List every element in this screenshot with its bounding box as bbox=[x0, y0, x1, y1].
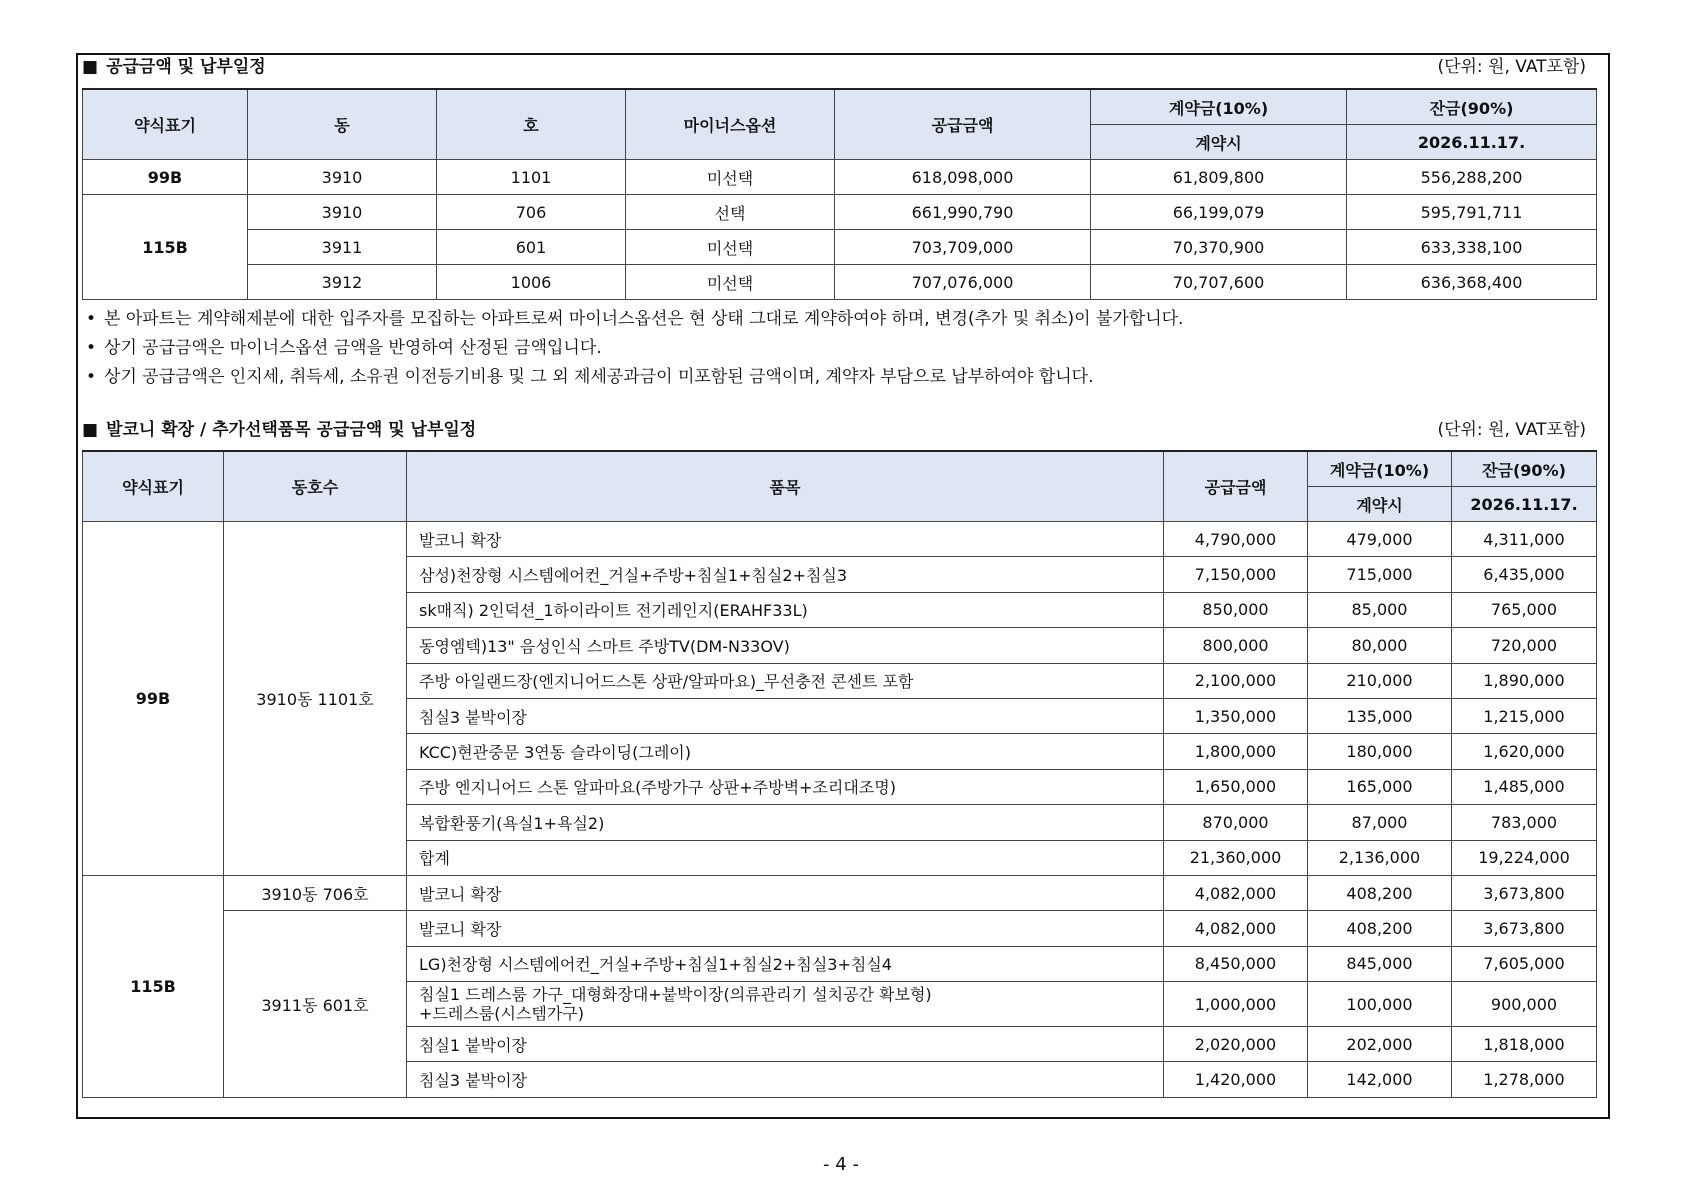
cell-supply: 4,082,000 bbox=[1164, 911, 1308, 946]
cell-balance: 595,791,711 bbox=[1347, 195, 1597, 230]
cell-item: 침실1 붙박이장 bbox=[407, 1027, 1164, 1062]
cell-item: LG)천장형 시스템에어컨_거실+주방+침실1+침실2+침실3+침실4 bbox=[407, 946, 1164, 981]
header-balance-date: 2026.11.17. bbox=[1452, 487, 1597, 522]
cell-deposit: 61,809,800 bbox=[1091, 160, 1347, 195]
table-row bbox=[83, 522, 1597, 557]
cell-dong: 3911 bbox=[248, 230, 437, 265]
section2-title bbox=[82, 415, 476, 440]
table-row bbox=[83, 195, 1597, 230]
cell-balance: 900,000 bbox=[1452, 982, 1597, 1027]
cell-deposit: 408,200 bbox=[1308, 911, 1452, 946]
cell-supply: 618,098,000 bbox=[835, 160, 1091, 195]
cell-supply: 1,650,000 bbox=[1164, 769, 1308, 804]
table-row bbox=[83, 160, 1597, 195]
header-deposit: 계약금(10%) bbox=[1091, 89, 1347, 125]
cell-balance: 783,000 bbox=[1452, 805, 1597, 840]
cell-abbr: 115B bbox=[83, 875, 224, 1097]
table-header-row bbox=[83, 451, 1597, 487]
cell-balance: 556,288,200 bbox=[1347, 160, 1597, 195]
header-unit-no: 동호수 bbox=[224, 451, 407, 522]
header-deposit-when: 계약시 bbox=[1308, 487, 1452, 522]
cell-supply: 800,000 bbox=[1164, 628, 1308, 663]
cell-unit-no: 3910동 706호 bbox=[224, 875, 407, 910]
cell-minus-option: 미선택 bbox=[626, 230, 835, 265]
cell-deposit: 135,000 bbox=[1308, 698, 1452, 733]
cell-deposit: 100,000 bbox=[1308, 982, 1452, 1027]
cell-balance: 3,673,800 bbox=[1452, 875, 1597, 910]
note-text: 상기 공급금액은 마이너스옵션 금액을 반영하여 산정된 금액입니다. bbox=[104, 338, 602, 358]
cell-deposit: 715,000 bbox=[1308, 557, 1452, 592]
cell-balance: 1,278,000 bbox=[1452, 1062, 1597, 1097]
table-header-row bbox=[83, 89, 1597, 125]
header-item: 품목 bbox=[407, 451, 1164, 522]
cell-item: 발코니 확장 bbox=[407, 522, 1164, 557]
cell-deposit: 165,000 bbox=[1308, 769, 1452, 804]
cell-balance: 3,673,800 bbox=[1452, 911, 1597, 946]
cell-supply: 4,082,000 bbox=[1164, 875, 1308, 910]
cell-dong: 3910 bbox=[248, 195, 437, 230]
cell-unit-no: 3911동 601호 bbox=[224, 911, 407, 1098]
cell-unit-no: 3910동 1101호 bbox=[224, 522, 407, 876]
note-item bbox=[86, 334, 1183, 363]
cell-item: 주방 아일랜드장(엔지니어드스톤 상판/알파마요)_무선충전 콘센트 포함 bbox=[407, 663, 1164, 698]
cell-item: 주방 엔지니어드 스톤 알파마요(주방가구 상판+주방벽+조리대조명) bbox=[407, 769, 1164, 804]
cell-item: 침실3 붙박이장 bbox=[407, 698, 1164, 733]
note-text: 본 아파트는 계약해제분에 대한 입주자를 모집하는 아파트로써 마이너스옵션은 현 상태 그대로 계약하여야 하며, 변경(추가 및 취소)이 불가합니다. bbox=[104, 309, 1184, 329]
cell-item: 삼성)천장형 시스템에어컨_거실+주방+침실1+침실2+침실3 bbox=[407, 557, 1164, 592]
cell-supply: 8,450,000 bbox=[1164, 946, 1308, 981]
cell-deposit: 70,707,600 bbox=[1091, 265, 1347, 300]
cell-supply: 1,800,000 bbox=[1164, 734, 1308, 769]
cell-deposit: 142,000 bbox=[1308, 1062, 1452, 1097]
header-balance-date: 2026.11.17. bbox=[1347, 125, 1597, 160]
header-supply-price: 공급금액 bbox=[835, 89, 1091, 160]
table-row bbox=[83, 230, 1597, 265]
bullet-icon: • bbox=[86, 367, 97, 387]
header-balance: 잔금(90%) bbox=[1452, 451, 1597, 487]
cell-supply: 2,020,000 bbox=[1164, 1027, 1308, 1062]
cell-deposit: 2,136,000 bbox=[1308, 840, 1452, 875]
cell-balance: 1,215,000 bbox=[1452, 698, 1597, 733]
cell-supply: 4,790,000 bbox=[1164, 522, 1308, 557]
cell-item: 발코니 확장 bbox=[407, 875, 1164, 910]
header-supply-price: 공급금액 bbox=[1164, 451, 1308, 522]
cell-supply: 1,350,000 bbox=[1164, 698, 1308, 733]
cell-abbr: 99B bbox=[83, 160, 248, 195]
cell-balance: 4,311,000 bbox=[1452, 522, 1597, 557]
header-deposit-when: 계약시 bbox=[1091, 125, 1347, 160]
bullet-icon: • bbox=[86, 309, 97, 329]
note-item bbox=[86, 363, 1183, 392]
cell-dong: 3912 bbox=[248, 265, 437, 300]
cell-deposit: 408,200 bbox=[1308, 875, 1452, 910]
header-balance: 잔금(90%) bbox=[1347, 89, 1597, 125]
cell-supply: 1,420,000 bbox=[1164, 1062, 1308, 1097]
cell-supply: 707,076,000 bbox=[835, 265, 1091, 300]
cell-deposit: 479,000 bbox=[1308, 522, 1452, 557]
note-text: 상기 공급금액은 인지세, 취득세, 소유권 이전등기비용 및 그 외 제세공과금이 미포함된 금액이며, 계약자 부담으로 납부하여야 합니다. bbox=[104, 367, 1094, 387]
cell-balance: 7,605,000 bbox=[1452, 946, 1597, 981]
cell-item: 침실3 붙박이장 bbox=[407, 1062, 1164, 1097]
cell-minus-option: 미선택 bbox=[626, 160, 835, 195]
table-row bbox=[83, 911, 1597, 946]
table-row bbox=[83, 875, 1597, 910]
table-row bbox=[83, 265, 1597, 300]
cell-balance: 765,000 bbox=[1452, 592, 1597, 627]
cell-supply: 2,100,000 bbox=[1164, 663, 1308, 698]
cell-balance: 1,818,000 bbox=[1452, 1027, 1597, 1062]
cell-deposit: 87,000 bbox=[1308, 805, 1452, 840]
cell-ho: 1101 bbox=[437, 160, 626, 195]
cell-deposit: 845,000 bbox=[1308, 946, 1452, 981]
square-bullet-icon: ■ bbox=[82, 56, 99, 77]
cell-item: 동영엠텍)13" 음성인식 스마트 주방TV(DM-N33OV) bbox=[407, 628, 1164, 663]
cell-supply: 850,000 bbox=[1164, 592, 1308, 627]
cell-deposit: 210,000 bbox=[1308, 663, 1452, 698]
section1-unit: (단위: 원, VAT포함) bbox=[1437, 56, 1586, 77]
cell-supply: 661,990,790 bbox=[835, 195, 1091, 230]
cell-deposit: 202,000 bbox=[1308, 1027, 1452, 1062]
header-abbr: 약식표기 bbox=[83, 89, 248, 160]
notes-list bbox=[86, 305, 1183, 392]
section1-title bbox=[82, 52, 266, 77]
cell-item: sk매직) 2인덕션_1하이라이트 전기레인지(ERAHF33L) bbox=[407, 592, 1164, 627]
cell-balance: 6,435,000 bbox=[1452, 557, 1597, 592]
bullet-icon: • bbox=[86, 338, 97, 358]
section1-header bbox=[82, 52, 1586, 76]
section2-title-text: 발코니 확장 / 추가선택품목 공급금액 및 납부일정 bbox=[106, 419, 477, 440]
cell-abbr: 115B bbox=[83, 195, 248, 300]
cell-abbr: 99B bbox=[83, 522, 224, 876]
cell-deposit: 85,000 bbox=[1308, 592, 1452, 627]
cell-balance: 633,338,100 bbox=[1347, 230, 1597, 265]
cell-item: KCC)현관중문 3연동 슬라이딩(그레이) bbox=[407, 734, 1164, 769]
header-dong: 동 bbox=[248, 89, 437, 160]
cell-item bbox=[407, 982, 1164, 1027]
cell-item-line1: 침실1 드레스룸 가구_대형화장대+붙박이장(의류관리기 설치공간 확보형) bbox=[419, 985, 932, 1005]
cell-minus-option: 미선택 bbox=[626, 265, 835, 300]
page-number: - 4 - bbox=[823, 1154, 859, 1175]
cell-item-total: 합계 bbox=[407, 840, 1164, 875]
section2-header bbox=[82, 415, 1586, 439]
cell-deposit: 180,000 bbox=[1308, 734, 1452, 769]
cell-item: 복합환풍기(욕실1+욕실2) bbox=[407, 805, 1164, 840]
cell-deposit: 66,199,079 bbox=[1091, 195, 1347, 230]
cell-supply: 1,000,000 bbox=[1164, 982, 1308, 1027]
cell-balance: 1,620,000 bbox=[1452, 734, 1597, 769]
cell-ho: 706 bbox=[437, 195, 626, 230]
cell-balance: 1,485,000 bbox=[1452, 769, 1597, 804]
section1-title-text: 공급금액 및 납부일정 bbox=[106, 56, 266, 77]
cell-balance: 1,890,000 bbox=[1452, 663, 1597, 698]
supply-price-table bbox=[82, 88, 1597, 300]
cell-ho: 601 bbox=[437, 230, 626, 265]
section2-unit: (단위: 원, VAT포함) bbox=[1437, 419, 1586, 440]
header-ho: 호 bbox=[437, 89, 626, 160]
cell-supply: 703,709,000 bbox=[835, 230, 1091, 265]
cell-supply: 21,360,000 bbox=[1164, 840, 1308, 875]
header-minus-option: 마이너스옵션 bbox=[626, 89, 835, 160]
cell-supply: 7,150,000 bbox=[1164, 557, 1308, 592]
square-bullet-icon: ■ bbox=[82, 419, 99, 440]
options-price-table bbox=[82, 450, 1597, 1098]
cell-item: 발코니 확장 bbox=[407, 911, 1164, 946]
header-deposit: 계약금(10%) bbox=[1308, 451, 1452, 487]
cell-supply: 870,000 bbox=[1164, 805, 1308, 840]
cell-minus-option: 선택 bbox=[626, 195, 835, 230]
header-abbr: 약식표기 bbox=[83, 451, 224, 522]
cell-ho: 1006 bbox=[437, 265, 626, 300]
cell-balance: 720,000 bbox=[1452, 628, 1597, 663]
note-item bbox=[86, 305, 1183, 334]
cell-item-line2: +드레스룸(시스템가구) bbox=[419, 1004, 584, 1024]
cell-dong: 3910 bbox=[248, 160, 437, 195]
cell-deposit: 70,370,900 bbox=[1091, 230, 1347, 265]
cell-balance: 636,368,400 bbox=[1347, 265, 1597, 300]
cell-balance: 19,224,000 bbox=[1452, 840, 1597, 875]
cell-deposit: 80,000 bbox=[1308, 628, 1452, 663]
